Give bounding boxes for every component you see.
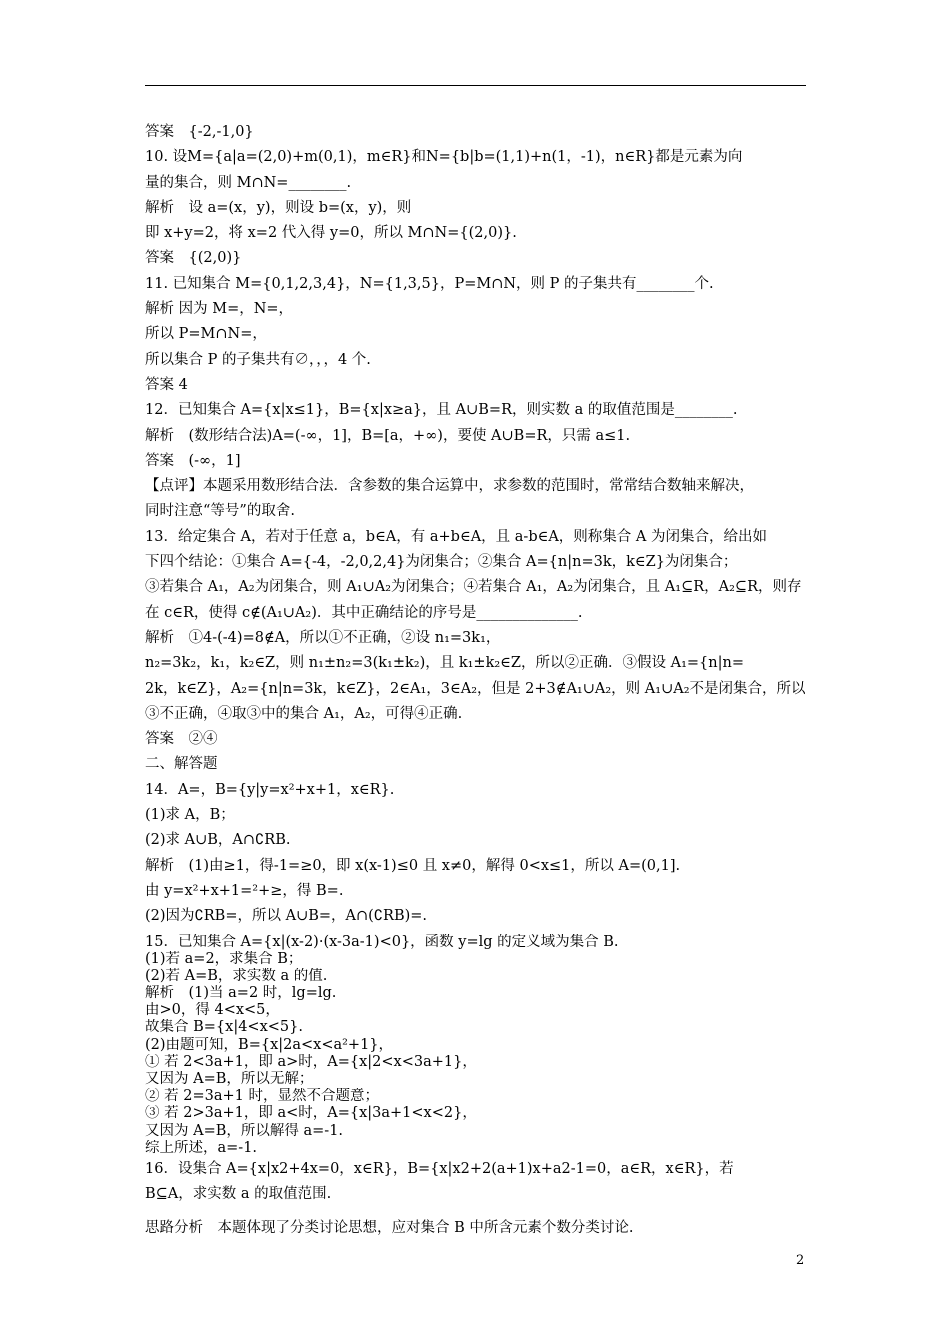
text-line: 同时注意“等号”的取舍. [145,503,295,520]
text-line: (2)若 A=B，求实数 a 的值. [145,967,328,984]
text-line: 解析 (数形结合法)A=(-∞，1]，B=[a，+∞)，要使 A∪B=R，只需 a≤1. [145,427,631,444]
text-line: 所以集合 P 的子集共有∅，，，4 个. [145,351,371,368]
text-line: 由 y=x²+x+1=²+≥，得 B=. [145,882,344,899]
text-line: ③不正确，④取③中的集合 A₁，A₂，可得④正确. [145,705,463,722]
text-line: 解析 (1)当 a=2 时，lg=lg. [145,985,337,1002]
text-line: 又因为 A=B，所以解得 a=-1. [145,1122,344,1139]
text-line: (2)因为∁RB=，所以 A∪B=，A∩(∁RB)=. [145,908,428,925]
page-content [145,120,813,1241]
text-line: ① 若 2<3a+1，即 a>时，A={x|2<x<3a+1}， [145,1053,477,1070]
text-line: 15．已知集合 A={x|(x-2)·(x-3a-1)<0}，函数 y=lg 的定义域为集合 B. [145,933,619,950]
text-line: 12．已知集合 A={x|x≤1}，B={x|x≥a}，且 A∪B=R，则实数 a 的取值范围是________. [145,402,738,419]
text-line: 答案 ②④ [145,731,218,748]
text-line: 所以 P=M∩N=， [145,326,267,343]
text-line: 二、解答题 [145,756,218,773]
problem-15-block [145,934,813,1157]
text-line: n₂=3k₂，k₁，k₂∈Z，则 n₁±n₂=3(k₁±k₂)，且 k₁±k₂∈Z，所以②正确．③假设 A₁={n|n= [145,655,744,672]
text-line: (2)由题可知，B={x|2a<x<a²+1}， [145,1036,394,1053]
text-line: 在 c∈R，使得 c∉(A₁∪A₂)．其中正确结论的序号是______________. [145,604,583,621]
text-line: (1)若 a=2，求集合 B； [145,950,303,967]
text-line: 思路分析 本题体现了分类讨论思想，应对集合 B 中所含元素个数分类讨论. [145,1219,634,1236]
text-line: 16．设集合 A={x|x2+4x=0，x∈R}，B={x|x2+2(a+1)x+a2-1=0，a∈R，x∈R}，若 [145,1160,734,1177]
text-line: 量的集合，则 M∩N=________. [145,174,352,191]
text-line: 解析 设 a=(x，y)，则设 b=(x，y)，则 [145,199,412,216]
text-line: ② 若 2=3a+1 时，显然不合题意； [145,1088,379,1105]
text-line: 由>0，得 4<x<5， [145,1002,280,1019]
text-line: ③ 若 2>3a+1，即 a<时，A={x|3a+1<x<2}， [145,1105,477,1122]
text-line: 11. 已知集合 M={0,1,2,3,4}，N={1,3,5}，P=M∩N，则 P 的子集共有________个. [145,275,714,292]
text-line: 即 x+y=2，将 x=2 代入得 y=0，所以 M∩N={(2,0)}. [145,225,517,242]
text-line: B⊆A，求实数 a 的取值范围. [145,1186,332,1203]
text-line: 14．A=，B={y|y=x²+x+1，x∈R}. [145,781,395,798]
text-line: 解析 ①4-(-4)=8∉A，所以①不正确，②设 n₁=3k₁， [145,629,501,646]
text-line: 答案 {-2,-1,0} [145,124,254,140]
text-line: 10. 设M={a|a=(2,0)+m(0,1)，m∈R}和N={b|b=(1,1)+n(1，-1)，n∈R}都是元素为向 [145,149,743,166]
header-rule [145,85,806,86]
text-line: ③若集合 A₁，A₂为闭集合，则 A₁∪A₂为闭集合；④若集合 A₁，A₂为闭集合，且 A₁⊆R，A₂⊆R，则存 [145,579,802,596]
text-line: 又因为 A=B，所以无解； [145,1071,314,1087]
text-line: (1)求 A，B； [145,807,235,824]
page-number: 2 [796,1253,805,1268]
text-line: 【点评】本题采用数形结合法．含参数的集合运算中，求参数的范围时，常常结合数轴来解决， [145,478,754,495]
text-line: 解析 (1)由≥1，得-1=≥0，即 x(x-1)≤0 且 x≠0，解得 0<x≤1，所以 A=(0,1]. [145,857,681,874]
text-line: (2)求 A∪B，A∩∁RB. [145,832,291,849]
text-line: 答案 4 [145,376,188,393]
text-line: 答案 {(2,0)} [145,250,242,267]
text-line: 故集合 B={x|4<x<5}. [145,1019,303,1036]
text-line: 综上所述，a=-1. [145,1139,258,1156]
text-line: 下四个结论：①集合 A={-4，-2,0,2,4}为闭集合；②集合 A={n|n=3k，k∈Z}为闭集合； [145,554,738,571]
text-line: 13．给定集合 A，若对于任意 a，b∈A，有 a+b∈A，且 a-b∈A，则称集合 A 为闭集合，给出如 [145,528,767,545]
text-line: 解析 因为 M=，N=， [145,301,294,318]
text-line: 2k，k∈Z}，A₂={n|n=3k，k∈Z}，2∈A₁，3∈A₂，但是 2+3∉A₁∪A₂，则 A₁∪A₂不是闭集合，所以 [145,680,806,697]
text-line: 答案 (-∞，1] [145,452,241,469]
